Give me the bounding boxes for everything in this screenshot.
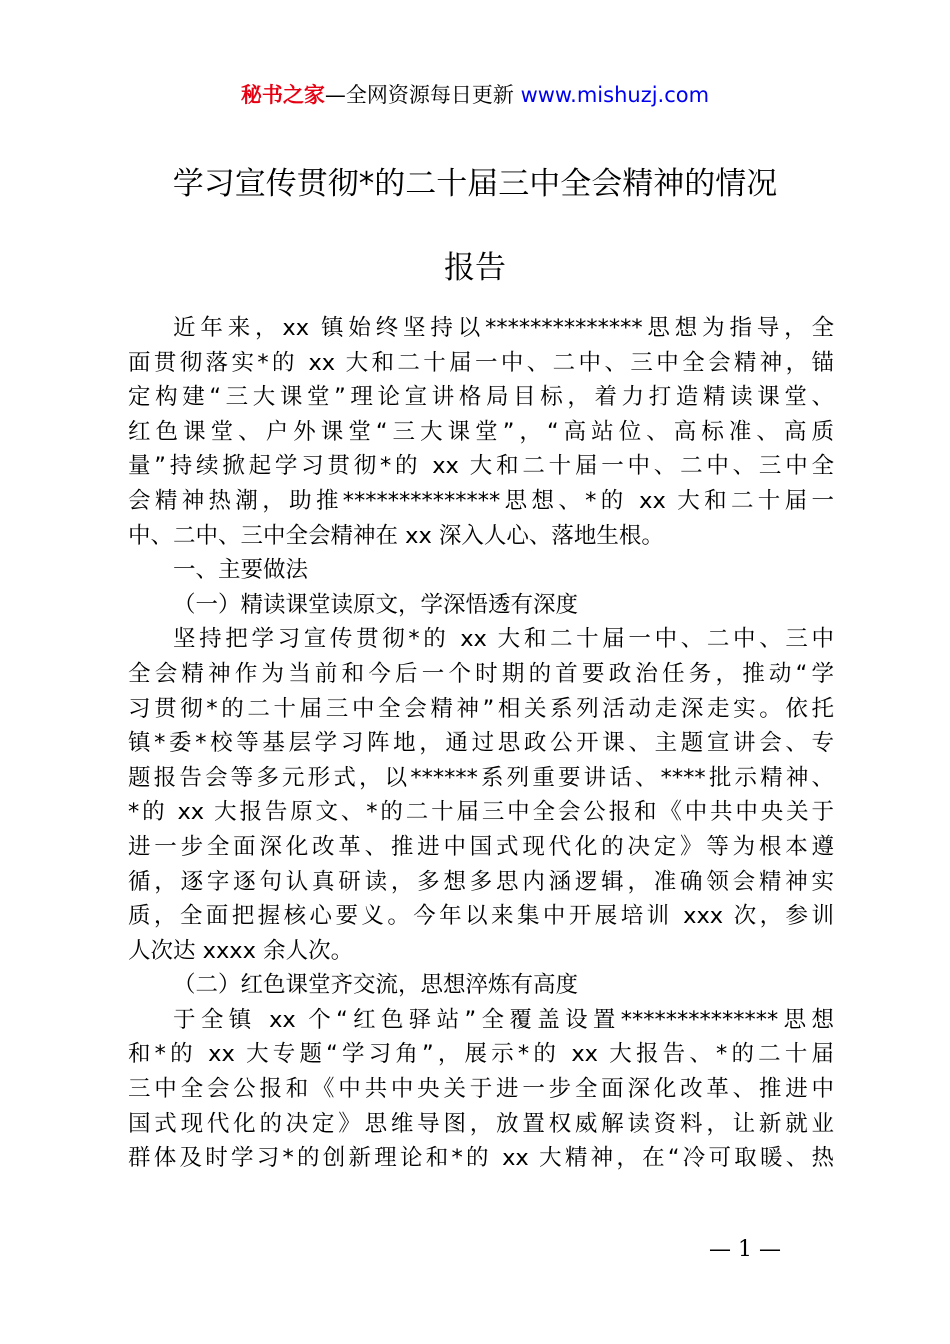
text-line: 题报告会等多元形式，以******系列重要讲话、****批示精神、: [128, 764, 834, 791]
text-line: 面贯彻落实*的 xx 大和二十届一中、二中、三中全会精神，锚: [128, 349, 834, 376]
subsection-heading-1: （一）精读课堂读原文，学深悟透有深度: [173, 591, 579, 618]
text-line: 质，全面把握核心要义。今年以来集中开展培训 xxx 次，参训: [128, 903, 834, 930]
subsection-heading-2: （二）红色课堂齐交流，思想淬炼有高度: [173, 972, 579, 999]
text-line: 三中全会公报和《中共中央关于进一步全面深化改革、推进中: [128, 1076, 834, 1103]
text-line: 和*的 xx 大专题“学习角”，展示*的 xx 大报告、*的二十届: [128, 1041, 834, 1068]
page-number: — 1 —: [709, 1237, 781, 1262]
text-line: 中、二中、三中全会精神在 xx 深入人心、落地生根。: [128, 522, 664, 549]
text-line: 国式现代化的决定》思维导图，放置权威解读资料，让新就业: [128, 1110, 834, 1137]
header-banner: [0, 80, 950, 110]
text-line: 人次达 xxxx 余人次。: [128, 937, 354, 964]
text-line: 红色课堂、户外课堂“三大课堂”，“高站位、高标准、高质: [128, 418, 834, 445]
title-line-1: 学习宣传贯彻*的二十届三中全会精神的情况: [172, 166, 778, 202]
text-line: 于全镇 xx 个“红色驿站”全覆盖设置**************思想: [173, 1006, 834, 1033]
paragraph-intro: [128, 311, 834, 553]
text-line: *的 xx 大报告原文、*的二十届三中全会公报和《中共中央关于: [128, 799, 834, 826]
text-line: 近年来，xx 镇始终坚持以**************思想为指导，全: [173, 315, 834, 341]
text-line: 定构建“三大课堂”理论宣讲格局目标，着力打造精读课堂、: [128, 384, 834, 411]
document-title: [120, 160, 830, 292]
text-line: 镇*委*校等基层学习阵地，通过思政公开课、主题宣讲会、专: [128, 730, 834, 757]
site-tagline: —全网资源每日更新: [324, 83, 521, 107]
text-line: 坚持把学习宣传贯彻*的 xx 大和二十届一中、二中、三中: [173, 626, 834, 653]
text-line: 习贯彻*的二十届三中全会精神”相关系列活动走深走实。依托: [128, 695, 834, 722]
site-url-link[interactable]: www.mishuzj.com: [520, 83, 710, 107]
site-brand: 秘书之家: [240, 83, 325, 107]
text-line: 会精神热潮，助推**************思想、*的 xx 大和二十届一: [128, 487, 834, 514]
paragraph-hongse: [128, 1003, 834, 1176]
paragraph-jingdu: [128, 622, 834, 968]
text-line: 全会精神作为当前和今后一个时期的首要政治任务，推动“学: [128, 660, 834, 687]
section-heading-1: 一、主要做法: [173, 557, 309, 584]
title-line-2: 报告: [444, 250, 506, 286]
text-line: 循，逐字逐句认真研读，多想多思内涵逻辑，准确领会精神实: [128, 868, 834, 895]
document-body: [128, 311, 834, 1176]
text-line: 群体及时学习*的创新理论和*的 xx 大精神，在“冷可取暖、热: [128, 1145, 834, 1172]
text-line: 进一步全面深化改革、推进中国式现代化的决定》等为根本遵: [128, 833, 834, 860]
text-line: 量”持续掀起学习贯彻*的 xx 大和二十届一中、二中、三中全: [128, 453, 834, 480]
